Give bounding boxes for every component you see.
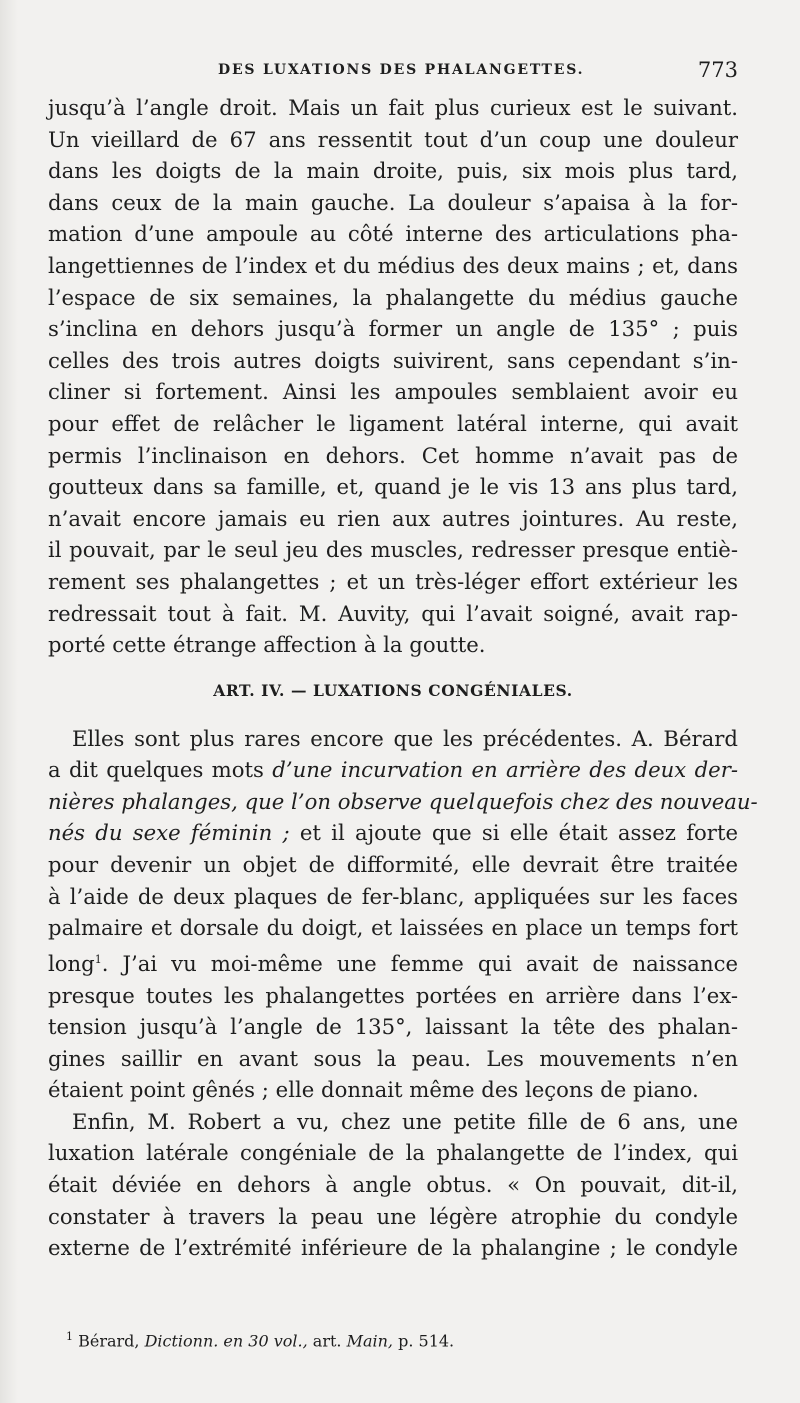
text-line: à l’aide de deux plaques de fer-blanc, appliquées sur les faces	[48, 883, 738, 909]
paragraph-2	[48, 723, 758, 1106]
text-line: pour devenir un objet de difformité, elle devrait être traitée	[48, 852, 738, 878]
footnote-work: Dictionn. en 30 vol.,	[144, 1331, 308, 1351]
text-line: s’inclina en dehors jusqu’à former un angle de 135° ; puis	[48, 316, 738, 342]
italic-quote: nières phalanges, que l’on observe quelquefois chez des nouveau-	[48, 788, 758, 814]
section-heading: ART. IV. — LUXATIONS CONGÉNIALES.	[213, 680, 573, 700]
text-line: goutteux dans sa famille, et, quand je le vis 13 ans plus tard,	[48, 474, 738, 500]
running-head	[48, 58, 738, 84]
text-line: n’avait encore jamais eu rien aux autres jointures. Au reste,	[48, 505, 738, 531]
page-edge-shadow	[0, 0, 18, 1403]
italic-quote: nés du sexe féminin ;	[48, 820, 290, 846]
text-line: jusqu’à l’angle droit. Mais un fait plus curieux est le suivant.	[48, 95, 738, 120]
text-line: était déviée en dehors à angle obtus. « On pouvait, dit-il,	[48, 1172, 738, 1198]
footnote-marker: 1	[66, 1330, 73, 1343]
text-run: long	[48, 950, 95, 976]
text-line: étaient point gênés ; elle donnait même des leçons de piano.	[48, 1077, 699, 1103]
text-line	[48, 817, 738, 849]
text-line: presque toutes les phalangettes portées en arrière dans l’ex-	[48, 982, 738, 1008]
text-line: dans les doigts de la main droite, puis, six mois plus tard,	[48, 158, 738, 184]
text-line: celles des trois autres doigts suivirent, sans cependant s’in-	[48, 347, 738, 373]
text-line: permis l’inclinaison en dehors. Cet homme n’avait pas de	[48, 442, 738, 468]
footnote-reference: 1	[94, 952, 102, 966]
text-line: rement ses phalangettes ; et un très-léger effort extérieur les	[48, 568, 738, 594]
footnote-author: Bérard,	[73, 1331, 145, 1351]
text-line: l’espace de six semaines, la phalangette du médius gauche	[48, 284, 738, 310]
text-line: tension jusqu’à l’angle de 135°, laissant la tête des phalan-	[48, 1014, 738, 1040]
text-run: a dit quelques mots	[48, 757, 273, 783]
text-line: cliner si fortement. Ainsi les ampoules semblaient avoir eu	[48, 379, 738, 405]
text-line	[48, 754, 738, 786]
text-line	[48, 944, 738, 980]
italic-quote: d’une incurvation en arrière des deux der-	[272, 757, 738, 783]
footnote	[66, 1326, 716, 1352]
paragraph-1	[48, 92, 738, 661]
text-line: redressait tout à fait. M. Auvity, qui l’avait soigné, avait rap-	[48, 600, 738, 626]
text-line: langettiennes de l’index et du médius des deux mains ; et, dans	[48, 252, 738, 278]
footnote-article: art.	[307, 1331, 347, 1351]
text-line: palmaire et dorsale du doigt, et laissées en place un temps fort	[48, 915, 738, 941]
text-run: . J’ai vu moi-même une femme qui avait de naissance	[101, 950, 738, 976]
text-line: porté cette étrange affection à la goutte.	[48, 632, 486, 658]
text-line: Un vieillard de 67 ans ressentit tout d’un coup une douleur	[48, 126, 738, 152]
page-number: 773	[697, 58, 738, 82]
text-line	[48, 786, 758, 818]
text-line: Elles sont plus rares encore que les précédentes. A. Bérard	[72, 725, 738, 751]
footnote-page: p. 514.	[393, 1331, 455, 1351]
text-run: et il ajoute que si elle était assez forte	[289, 820, 738, 846]
body-text	[48, 92, 758, 1264]
paragraph-3	[48, 1106, 738, 1264]
text-line: il pouvait, par le seul jeu des muscles, redresser presque entiè-	[48, 537, 738, 563]
text-line: Enfin, M. Robert a vu, chez une petite fille de 6 ans, une	[72, 1108, 738, 1134]
text-line: externe de l’extrémité inférieure de la phalangine ; le condyle	[48, 1235, 738, 1261]
text-line: mation d’une ampoule au côté interne des articulations pha-	[48, 221, 738, 247]
text-line: constater à travers la peau une légère atrophie du condyle	[48, 1203, 738, 1229]
footnote-article-title: Main,	[346, 1331, 394, 1351]
text-line: luxation latérale congéniale de la phalangette de l’index, qui	[48, 1140, 738, 1166]
text-line: pour effet de relâcher le ligament latéral interne, qui avait	[48, 410, 738, 436]
text-line: gines saillir en avant sous la peau. Les mouvements n’en	[48, 1045, 738, 1071]
running-head-title: DES LUXATIONS DES PHALANGETTES.	[218, 62, 585, 78]
text-line: dans ceux de la main gauche. La douleur s’apaisa à la for-	[48, 189, 738, 215]
